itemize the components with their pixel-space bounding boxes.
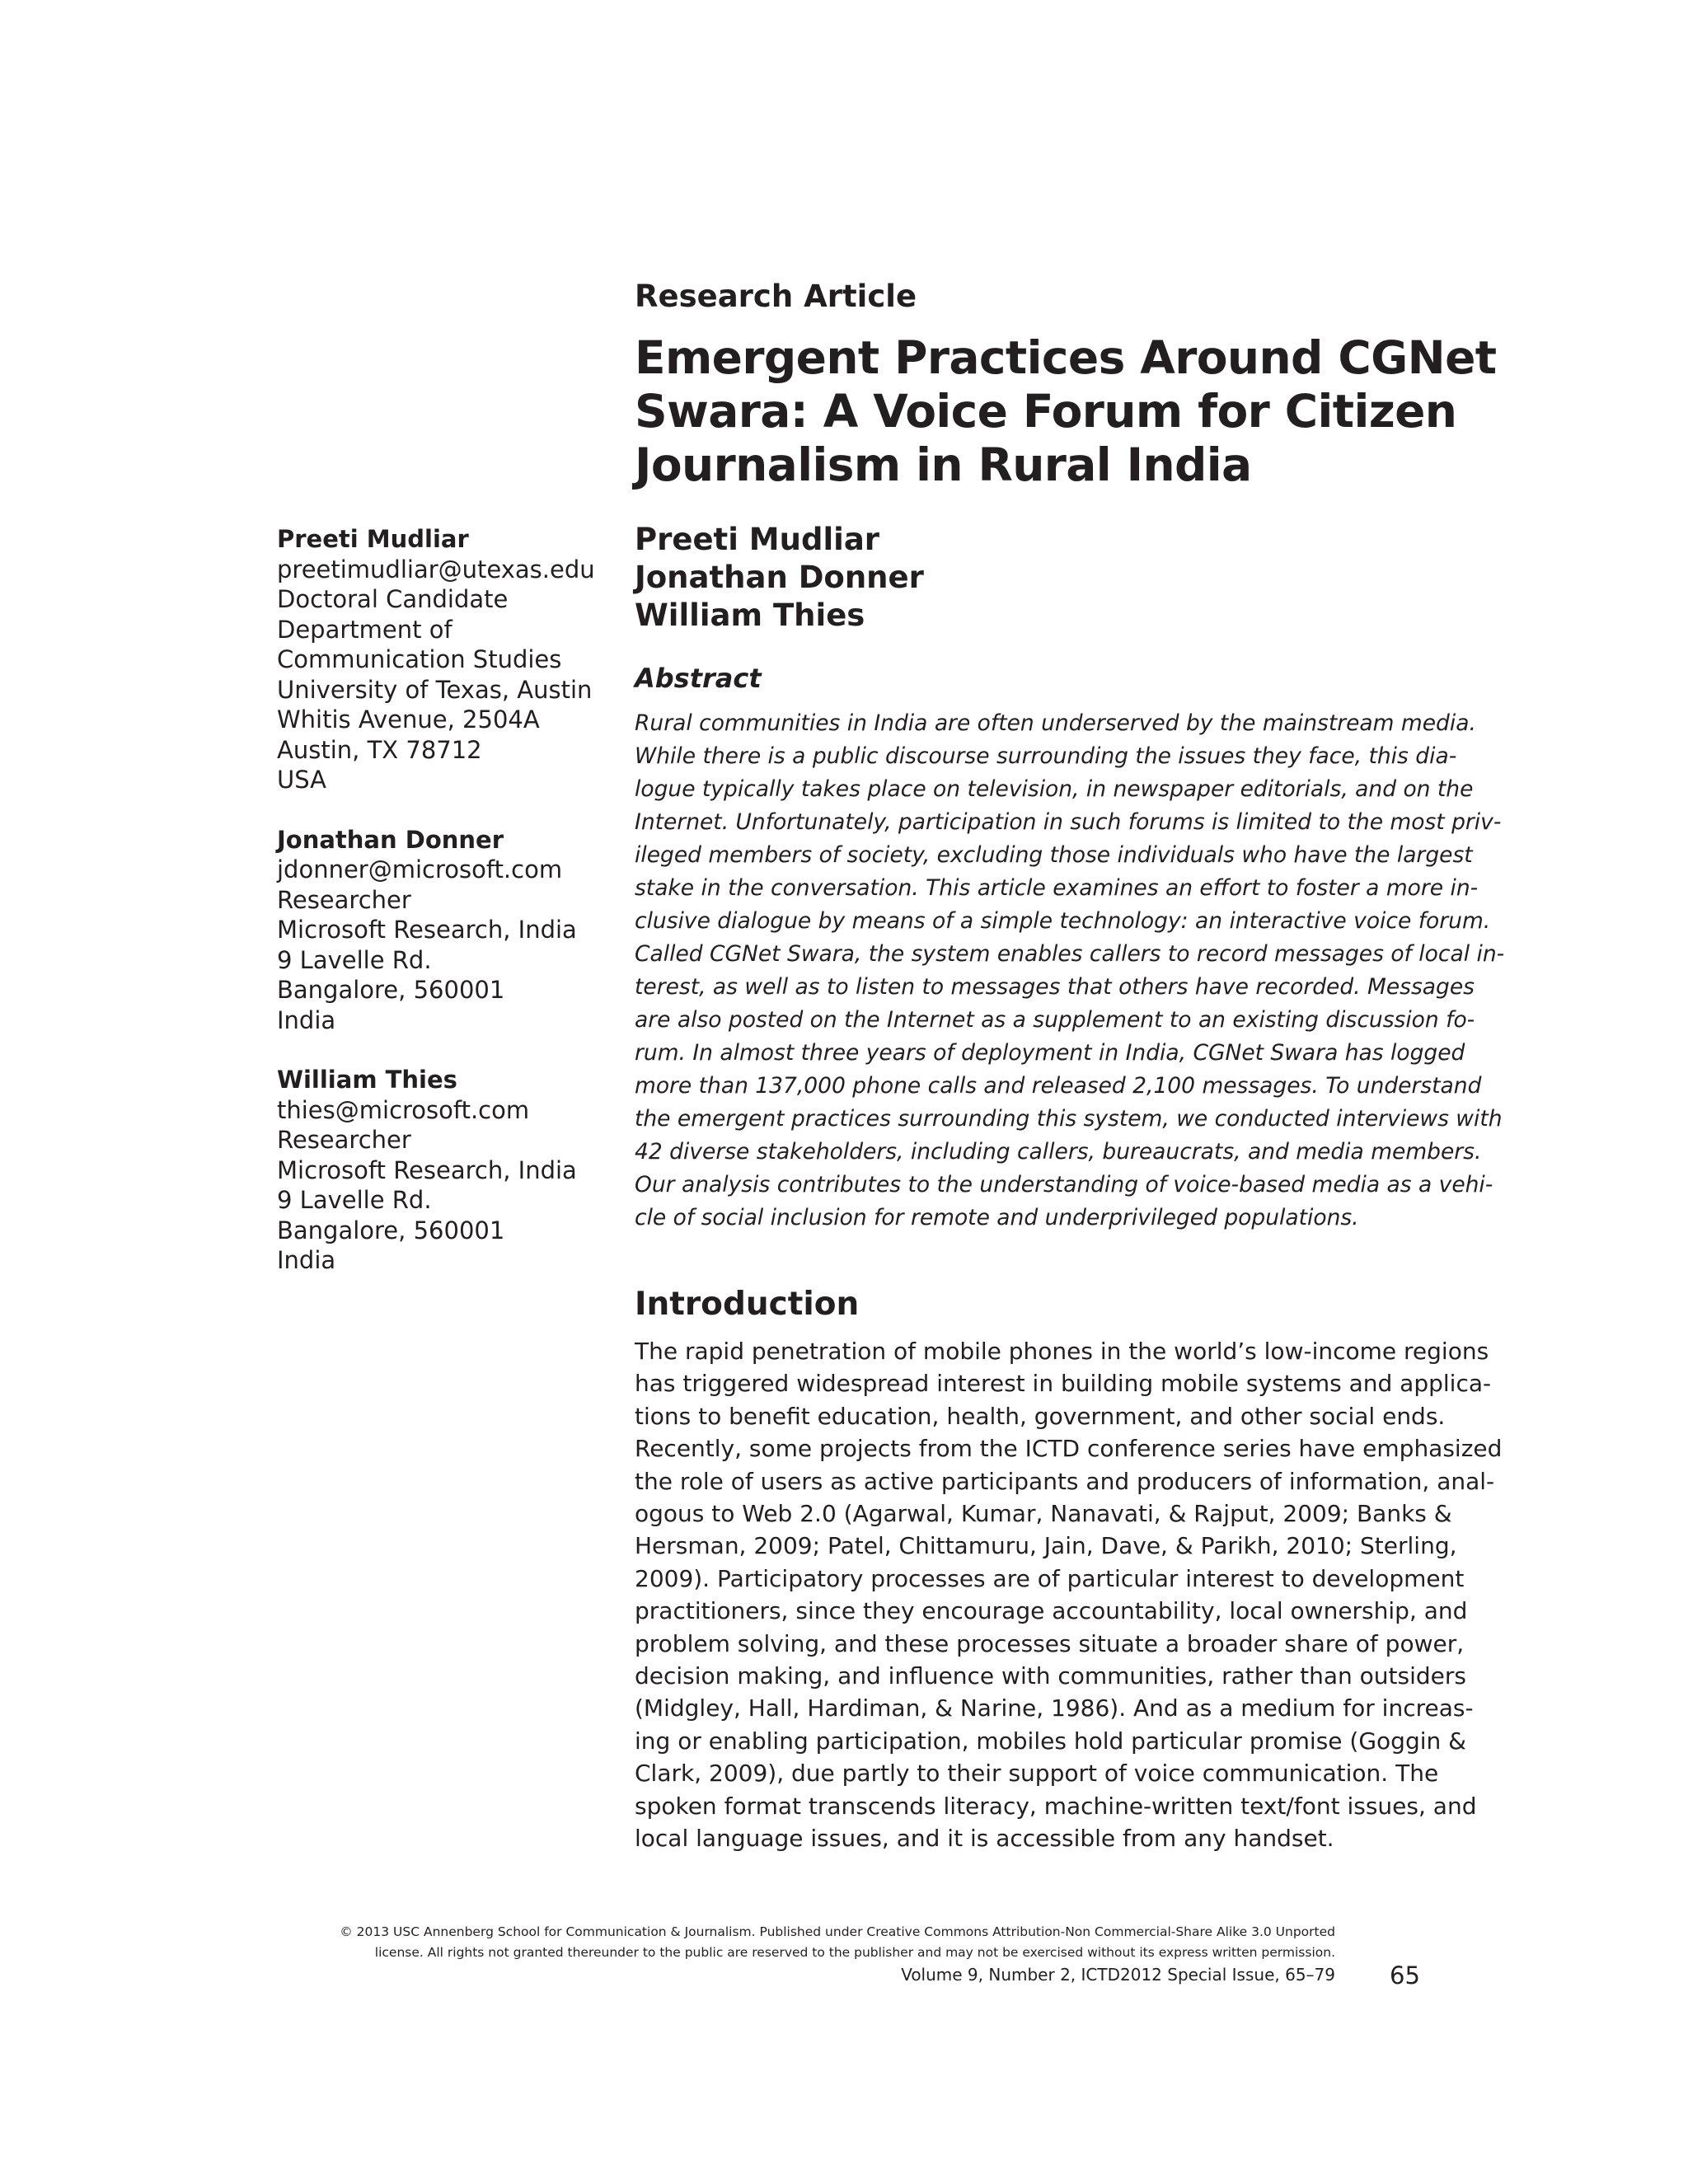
author-position: Researcher: [277, 1126, 411, 1154]
body-line: 2009). Participatory processes are of particular interest to development: [635, 1564, 1465, 1592]
body-line: decision making, and influence with communities, rather than outsiders: [635, 1662, 1466, 1690]
author-address: Bangalore, 560001: [277, 976, 505, 1004]
abstract-line: stake in the conversation. This article examines an effort to foster a more in-: [635, 875, 1479, 901]
body-line: practitioners, since they encourage accountability, local ownership, and: [635, 1597, 1468, 1625]
author-name: Jonathan Donner: [277, 825, 504, 854]
body-line: the role of users as active participants and producers of information, anal-: [635, 1467, 1495, 1495]
license-notice: © 2013 USC Annenberg School for Communication & Journalism. Published under Creative Commons Attribution-Non Commercial-Share Alike 3.0 Unported: [340, 1924, 1335, 1939]
author-name: William Thies: [277, 1066, 457, 1094]
author-address: Whitis Avenue, 2504A: [277, 705, 540, 733]
author-affiliations: [277, 524, 607, 1305]
author-affiliation-donner: [277, 825, 607, 1036]
volume-info: Volume 9, Number 2, ICTD2012 Special Issue, 65–79: [901, 1965, 1335, 1985]
author-affiliation-mudliar: [277, 524, 607, 795]
body-line: Recently, some projects from the ICTD conference series have emphasized: [635, 1435, 1503, 1463]
author-department: Communication Studies: [277, 645, 562, 673]
abstract-line: Internet. Unfortunately, participation in such forums is limited to the most priv-: [635, 809, 1502, 835]
license-notice: license. All rights not granted thereunder to the public are reserved to the publisher and may not be exercised without its express written permission.: [374, 1945, 1335, 1960]
body-line: Clark, 2009), due partly to their support of voice communication. The: [635, 1760, 1439, 1788]
abstract-line: the emergent practices surrounding this system, we conducted interviews with: [635, 1106, 1503, 1132]
abstract-text: [635, 707, 1505, 1235]
author-email[interactable]: thies@microsoft.com: [277, 1095, 530, 1124]
author-position: Researcher: [277, 885, 411, 914]
body-line: has triggered widespread interest in building mobile systems and applica-: [635, 1370, 1492, 1398]
body-line: problem solving, and these processes situate a broader share of power,: [635, 1629, 1465, 1657]
abstract-line: While there is a public discourse surrounding the issues they face, this dia-: [635, 743, 1457, 769]
author-country: India: [277, 1005, 336, 1034]
page-footer: [272, 1922, 1335, 1986]
body-line: ogous to Web 2.0 (Agarwal, Kumar, Nanavati, & Rajput, 2009; Banks &: [635, 1500, 1452, 1528]
abstract-line: more than 137,000 phone calls and released 2,100 messages. To understand: [635, 1073, 1482, 1099]
author-institution: Microsoft Research, India: [277, 916, 577, 944]
author-address: 9 Lavelle Rd.: [277, 945, 432, 974]
abstract-line: ileged members of society, excluding those individuals who have the largest: [635, 842, 1473, 868]
abstract-heading: Abstract: [635, 663, 762, 694]
abstract-line: rum. In almost three years of deployment in India, CGNet Swara has logged: [635, 1040, 1465, 1066]
article-title: [635, 331, 1497, 492]
author-position: Doctoral Candidate: [277, 585, 509, 613]
author-country: USA: [277, 766, 327, 794]
introduction-heading: Introduction: [635, 1286, 860, 1323]
body-line: tions to benefit education, health, government, and other social ends.: [635, 1402, 1446, 1430]
author-email[interactable]: preetimudliar@utexas.edu: [277, 555, 595, 583]
body-line: The rapid penetration of mobile phones in the world’s low-income regions: [635, 1338, 1489, 1365]
article-type: Research Article: [635, 279, 917, 314]
body-line: ing or enabling participation, mobiles hold particular promise (Goggin &: [635, 1727, 1466, 1755]
author-byline: William Thies: [635, 598, 865, 633]
body-line: (Midgley, Hall, Hardiman, & Narine, 1986). And as a medium for increas-: [635, 1694, 1474, 1722]
title-line: Swara: A Voice Forum for Citizen: [635, 385, 1457, 438]
page-number: 65: [1390, 1961, 1420, 1990]
body-line: spoken format transcends literacy, machine-written text/font issues, and: [635, 1792, 1477, 1820]
author-byline: Preeti Mudliar: [635, 522, 880, 557]
author-institution: Microsoft Research, India: [277, 1155, 577, 1184]
author-institution: University of Texas, Austin: [277, 675, 593, 704]
author-email[interactable]: jdonner@microsoft.com: [277, 855, 563, 883]
introduction-text: [635, 1335, 1503, 1855]
abstract-line: terest, as well as to listen to messages that others have recorded. Messages: [635, 974, 1475, 1000]
author-address: Austin, TX 78712: [277, 735, 482, 764]
abstract-line: 42 diverse stakeholders, including callers, bureaucrats, and media members.: [635, 1139, 1482, 1165]
abstract-line: cle of social inclusion for remote and underprivileged populations.: [635, 1205, 1359, 1230]
author-byline: Jonathan Donner: [635, 560, 924, 595]
abstract-line: Our analysis contributes to the understanding of voice-based media as a vehi-: [635, 1172, 1493, 1197]
author-name: Preeti Mudliar: [277, 525, 469, 553]
author-affiliation-thies: [277, 1065, 607, 1276]
abstract-line: logue typically takes place on television, in newspaper editorials, and on the: [635, 776, 1474, 802]
abstract-line: Called CGNet Swara, the system enables callers to record messages of local in-: [635, 941, 1505, 967]
author-address: Bangalore, 560001: [277, 1216, 505, 1244]
body-line: local language issues, and it is accessible from any handset.: [635, 1825, 1334, 1853]
article-authors: [635, 521, 924, 635]
author-address: 9 Lavelle Rd.: [277, 1186, 432, 1214]
abstract-line: are also posted on the Internet as a supplement to an existing discussion fo-: [635, 1007, 1475, 1033]
title-line: Emergent Practices Around CGNet: [635, 331, 1497, 384]
abstract-line: clusive dialogue by means of a simple technology: an interactive voice forum.: [635, 908, 1491, 934]
author-department: Department of: [277, 615, 452, 644]
body-line: Hersman, 2009; Patel, Chittamuru, Jain, Dave, & Parikh, 2010; Sterling,: [635, 1532, 1457, 1560]
author-country: India: [277, 1246, 336, 1274]
abstract-line: Rural communities in India are often underserved by the mainstream media.: [635, 710, 1476, 736]
title-line: Journalism in Rural India: [635, 438, 1252, 491]
